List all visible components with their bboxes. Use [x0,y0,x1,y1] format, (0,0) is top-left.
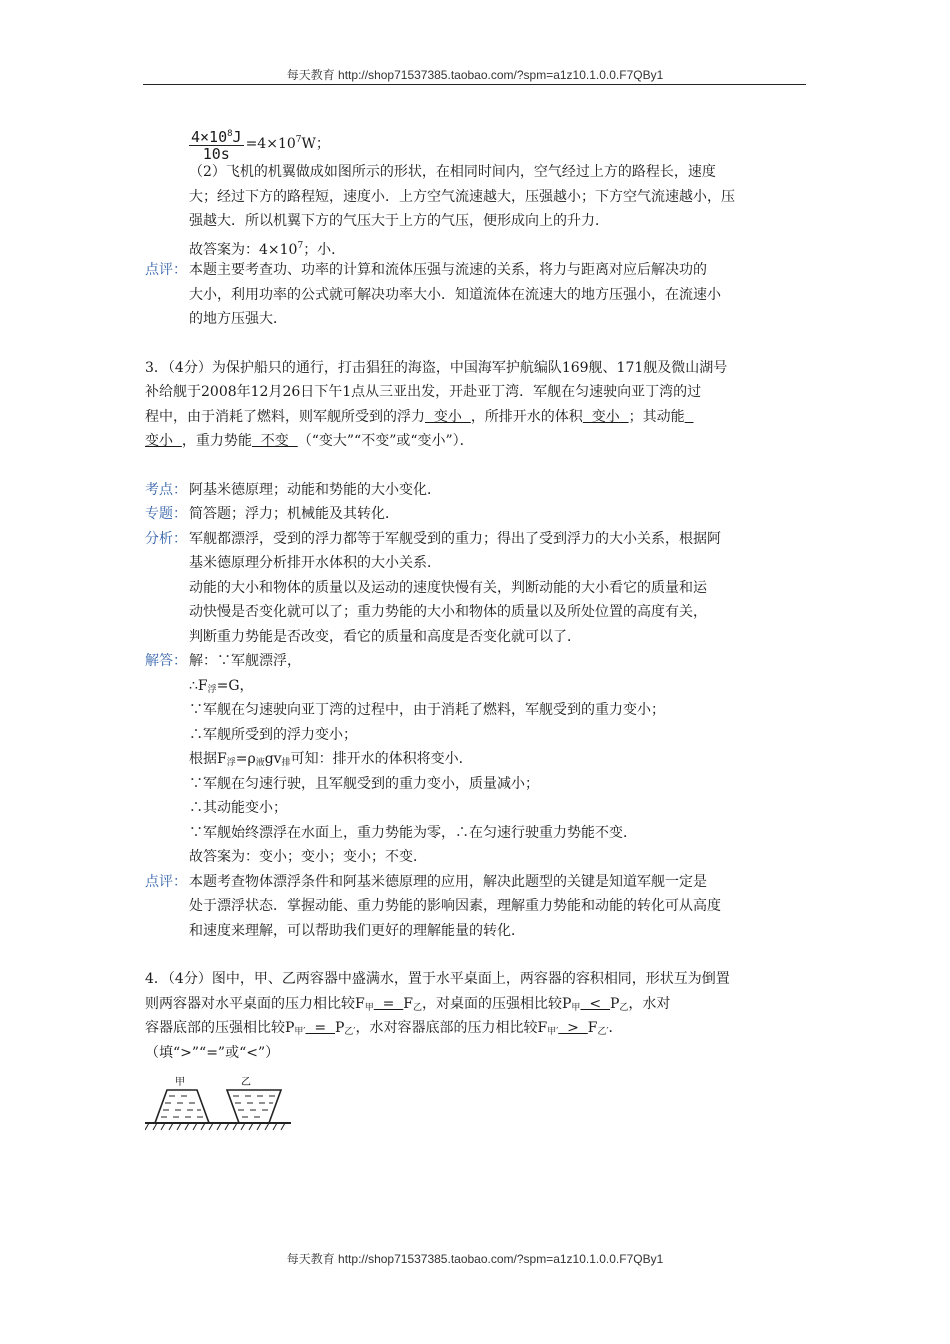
q3-kaodian: 考点： 阿基米德原理；动能和势能的大小变化． [145,478,810,503]
label-yi: 乙 [241,1077,251,1088]
q3-fenxi-line: 动能的大小和物体的质量以及运动的速度快慢有关，判断动能的大小看它的质量和运 [189,579,707,596]
q3-jieda-line: ∴其动能变小； [189,800,287,816]
answer-blank: 变小 [145,433,182,449]
document-body [145,120,810,1139]
answer-blank: < [580,995,610,1012]
q3-stem-line: 变小 ，重力势能 不变 （“变大”“不变”或“变小”）． [145,433,474,449]
q4-stem-line: 则两容器对水平桌面的压力相比较$F_甲 = F_乙$，对桌面的压强相比较$P_甲 < P_乙$，水对 [145,995,671,1013]
label-jia: 甲 [175,1077,185,1088]
q3-fenxi-line: 基米德原理分析排开水体积的大小关系． [189,555,441,571]
answer-blank [685,409,694,425]
q4-stem-line: （填“>”“=”或“<”） [145,1044,280,1061]
q3-jieda: 解答： 解：∵军舰漂浮， [145,649,810,674]
table-surface [145,1123,291,1130]
q3-jieda-line: ∵军舰在匀速行驶，且军舰受到的重力变小，质量减小； [189,775,539,792]
section-label: 分析： [145,530,187,547]
section-label: 解答： [145,653,187,669]
q4-stem-line: 容器底部的压强相比较$P_{甲'} = P_{乙'}$，水对容器底部的压力相比较$F_{甲'} > F_{乙'}$． [145,1020,623,1037]
q3-jieda-line: ∵军舰在匀速驶向亚丁湾的过程中，由于消耗了燃料，军舰受到的重力变小； [189,702,665,718]
answer-blank: > [558,1020,588,1036]
q3-jieda-line: ∵军舰始终漂浮在水面上，重力势能为零，∴在匀速行驶重力势能不变． [189,824,637,841]
q2-comment-line: 大小，利用功率的公式就可解决功率大小．知道流体在流速大的地方压强小，在流速小 [189,286,721,303]
section-label: 点评： [145,262,187,278]
q3-fenxi-line: 判断重力势能是否改变，看它的质量和高度是否变化就可以了． [189,628,581,645]
q2-explain-line: 大；经过下方的路程短，速度小．上方空气流速越大，压强越小；下方空气流速越小，压 [189,188,735,205]
answer-blank: = [373,995,404,1012]
q3-stem-line: 补给舰于2008年12月26日下午1点从三亚出发，开赴亚丁湾．军舰在匀速驶向亚丁湾的过 [145,384,702,400]
q2-comment-line: 的地方压强大． [189,311,287,327]
fraction: $\frac{4\times 10^8J}{10s}$ [191,128,242,163]
q3-jieda-line: ∴军舰所受到的浮力变小； [189,726,357,743]
section-label: 专题： [145,506,187,522]
answer-blank: 变小 [582,408,629,425]
container-yi [227,1090,281,1123]
q3-jieda-line: 故答案为：变小；变小；变小；不变． [189,849,427,865]
q3-dianping: 点评： 本题考查物体漂浮条件和阿基米德原理的应用，解决此题型的关键是知道军舰一定是 [145,870,810,895]
section-label: 考点： [145,481,187,498]
page-header: 每天教育 http://shop71537385.taobao.com/?spm=a1z10.1.0.0.F7QBy1 [286,68,664,82]
q2-explain-line: 强越大．所以机翼下方的气压大于上方的气压，便形成向上的升力． [189,213,609,229]
q3-stem-line: 程中，由于消耗了燃料，则军舰所受到的浮力 变小 ，所排开水的体积 变小 ；其动能 [145,405,810,430]
q3-stem-line: 3．（4分）为保护船只的通行，打击猖狂的海盗，中国海军护航编队169舰、171舰及微山湖号 [145,359,728,376]
q3-dianping-line: 和速度来理解，可以帮助我们更好的理解能量的转化． [189,922,525,939]
q3-fenxi-line: 动快慢是否变化就可以了；重力势能的大小和物体的质量以及所处位置的高度有关， [189,604,707,620]
q3-dianping-line: 处于漂浮状态．掌握动能、重力势能的影响因素，理解重力势能和动能的转化可从高度 [189,898,721,914]
header-rule [143,84,806,85]
q3-jieda-line: 根据$F_浮=\rho_液gv_排$可知：排开水的体积将变小． [189,751,473,768]
answer-blank: 变小 [425,408,471,425]
q4-figure [145,1075,810,1139]
q2-answer: 故答案为：$4\times 10^7$；小． [189,240,346,258]
q3-zhuanti: 专题： 简答题；浮力；机械能及其转化． [145,502,810,527]
q3-jieda-line: $\therefore F_浮=G$， [189,677,254,695]
q4-stem-line: 4．（4分）图中，甲、乙两容器中盛满水，置于水平桌面上，两容器的容积相同，形状互为倒置 [145,971,730,987]
page-footer: 每天教育 http://shop71537385.taobao.com/?spm=a1z10.1.0.0.F7QBy1 [286,1252,664,1266]
answer-blank: 不变 [251,433,298,449]
container-jia [155,1090,209,1123]
section-label: 点评： [145,873,187,890]
q2-formula-line: $\frac{4\times 10^8J}{10s}$ $=4\times 10^7W$； [191,128,330,163]
q2-comment: 点评： 本题主要考查功、功率的计算和流体压强与流速的关系，将力与距离对应后解决功的 [145,258,810,283]
q2-explain-line: （2）飞机的机翼做成如图所示的形状，在相同时间内，空气经过上方的路程长，速度 [189,164,716,180]
q3-fenxi: 分析： 军舰都漂浮，受到的浮力都等于军舰受到的重力；得出了受到浮力的大小关系，根据阿 [145,527,810,552]
answer-blank: = [305,1020,335,1036]
